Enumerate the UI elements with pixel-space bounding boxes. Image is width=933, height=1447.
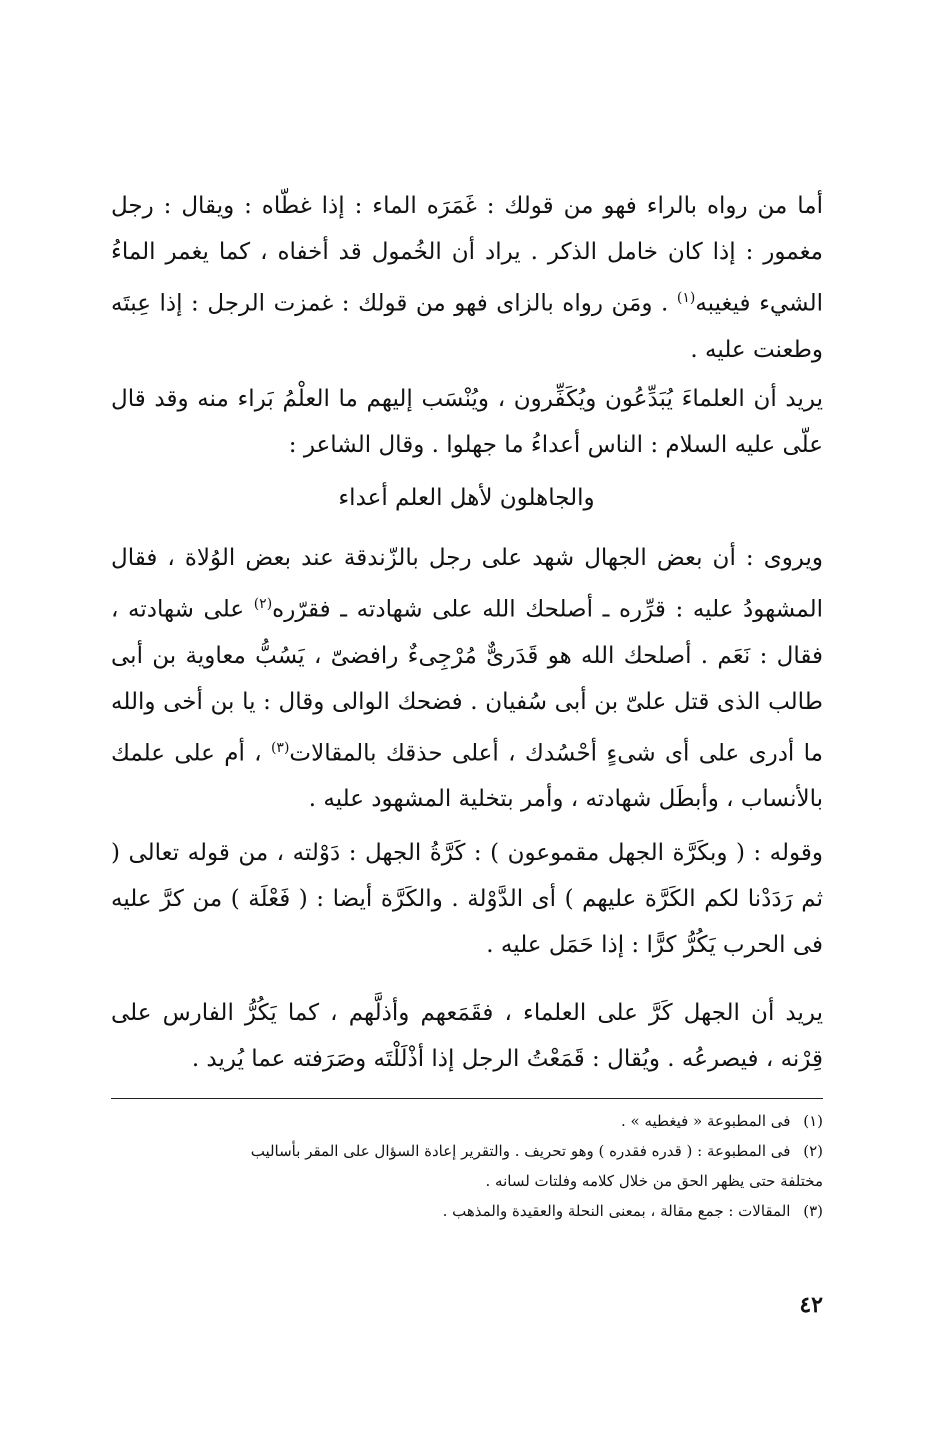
paragraph-2-text: يريد أن العلماءَ يُبَدِّعُون ويُكَفِّرون ، ويُنْسَب إليهم ما العلْمُ بَراء منه وقد قال علّى عليه السلام : الناس أعداءُ ما جهلوا . وقال الشاعر : bbox=[111, 386, 823, 458]
paragraph-1 bbox=[111, 183, 823, 373]
footnote-2 bbox=[111, 1136, 823, 1166]
paragraph-4 bbox=[111, 830, 823, 968]
paragraph-5 bbox=[111, 990, 823, 1082]
footnote-1-number: (١) bbox=[803, 1112, 823, 1130]
footnote-3-number: (٣) bbox=[803, 1202, 823, 1220]
footnote-2-number: (٢) bbox=[803, 1142, 823, 1160]
footnote-3-text: المقالات : جمع مقالة ، بمعنى النحلة والعقيدة والمذهب . bbox=[442, 1202, 791, 1220]
footnote-1 bbox=[111, 1106, 823, 1136]
footnote-1-text: فى المطبوعة « فيغطيه » . bbox=[621, 1112, 791, 1130]
footnote-ref-2[interactable]: (٢) bbox=[253, 596, 273, 612]
paragraph-3-text-after-2: ، أم على علمك بالأنساب ، وأبطَل شهادته ، وأمر بتخلية المشهود عليه . bbox=[111, 740, 823, 813]
footnotes bbox=[111, 1106, 823, 1226]
paragraph-5-text: يريد أن الجهل كَرَّ على العلماء ، فقَمَعهم وأذلَّهم ، كما يَكُرُّ الفارس على قِرْنه ، فيصرعُه . ويُقال : قَمَعْتُ الرجل إذا أذْلَلْتَه وصَرَفته عما يُريد . bbox=[111, 1000, 823, 1072]
paragraph-3-text: ويروى : أن بعض الجهال شهد على رجل بالزّندقة عند بعض الوُلاة ، فقال المشهودُ عليه : قرِّره ـ أصلحك الله على شهادته ـ فقرّره bbox=[111, 545, 823, 623]
footnote-2-text: فى المطبوعة : ( قدره فقدره ) وهو تحريف . والتقرير إعادة السؤال على المقر بأساليب bbox=[250, 1142, 791, 1160]
poetry-verse: والجاهلون لأهل العلم أعداء bbox=[338, 485, 595, 511]
paragraph-4-text: وقوله : ( وبكَرَّة الجهل مقموعون ) : كَرَّةُ الجهل : دَوْلته ، من قوله تعالى ( ثم رَدَدْنا لكم الكَرَّة عليهم ) أى الدَّوْلة . والكَرَّة أيضا : ( فَعْلَة ) من كرَّ عليه فى الحرب يَكُرُّ كرًّا : إذا حَمَل عليه . bbox=[111, 840, 823, 958]
paragraph-1-text-after: . ومَن رواه بالزاى فهو من قولك : غمزت الرجل : إذا عِبتَه وطعنت عليه . bbox=[111, 290, 823, 363]
paragraph-1-text: أما من رواه بالراء فهو من قولك : غَمَرَه الماء : إذا غطّاه : ويقال : رجل مغمور : إذا كان خامل الذكر . يراد أن الخُمول قد أخفاه ، كما يغمر الماءُ الشيء فيغيبه bbox=[111, 193, 823, 317]
footnote-ref-3[interactable]: (٣) bbox=[270, 739, 290, 756]
footnote-2-continuation: مختلفة حتى يظهر الحق من خلال كلامه وفلتات لسانه . bbox=[485, 1172, 823, 1190]
paragraph-2 bbox=[111, 376, 823, 468]
paragraph-3-text-after: على شهادته ، فقال : نَعَم . أصلحك الله هو قَدَرىٌّ مُرْجِىءٌ رافضىّ ، يَسُبُّ معاوية بن أبى طالب الذى قتل علىّ بن أبى سُفيان . فضحك الوالى وقال : يا بن أخى والله ما أدرى على أى شىءٍ أحْسُدك ، أعلى حذقك بالمقالات bbox=[111, 596, 823, 767]
paragraph-3 bbox=[111, 535, 823, 822]
footnote-ref-1[interactable]: (١) bbox=[676, 290, 696, 306]
page-number: ٤٢ bbox=[799, 1292, 823, 1318]
footnote-3 bbox=[111, 1196, 823, 1226]
footnote-divider bbox=[111, 1098, 823, 1099]
